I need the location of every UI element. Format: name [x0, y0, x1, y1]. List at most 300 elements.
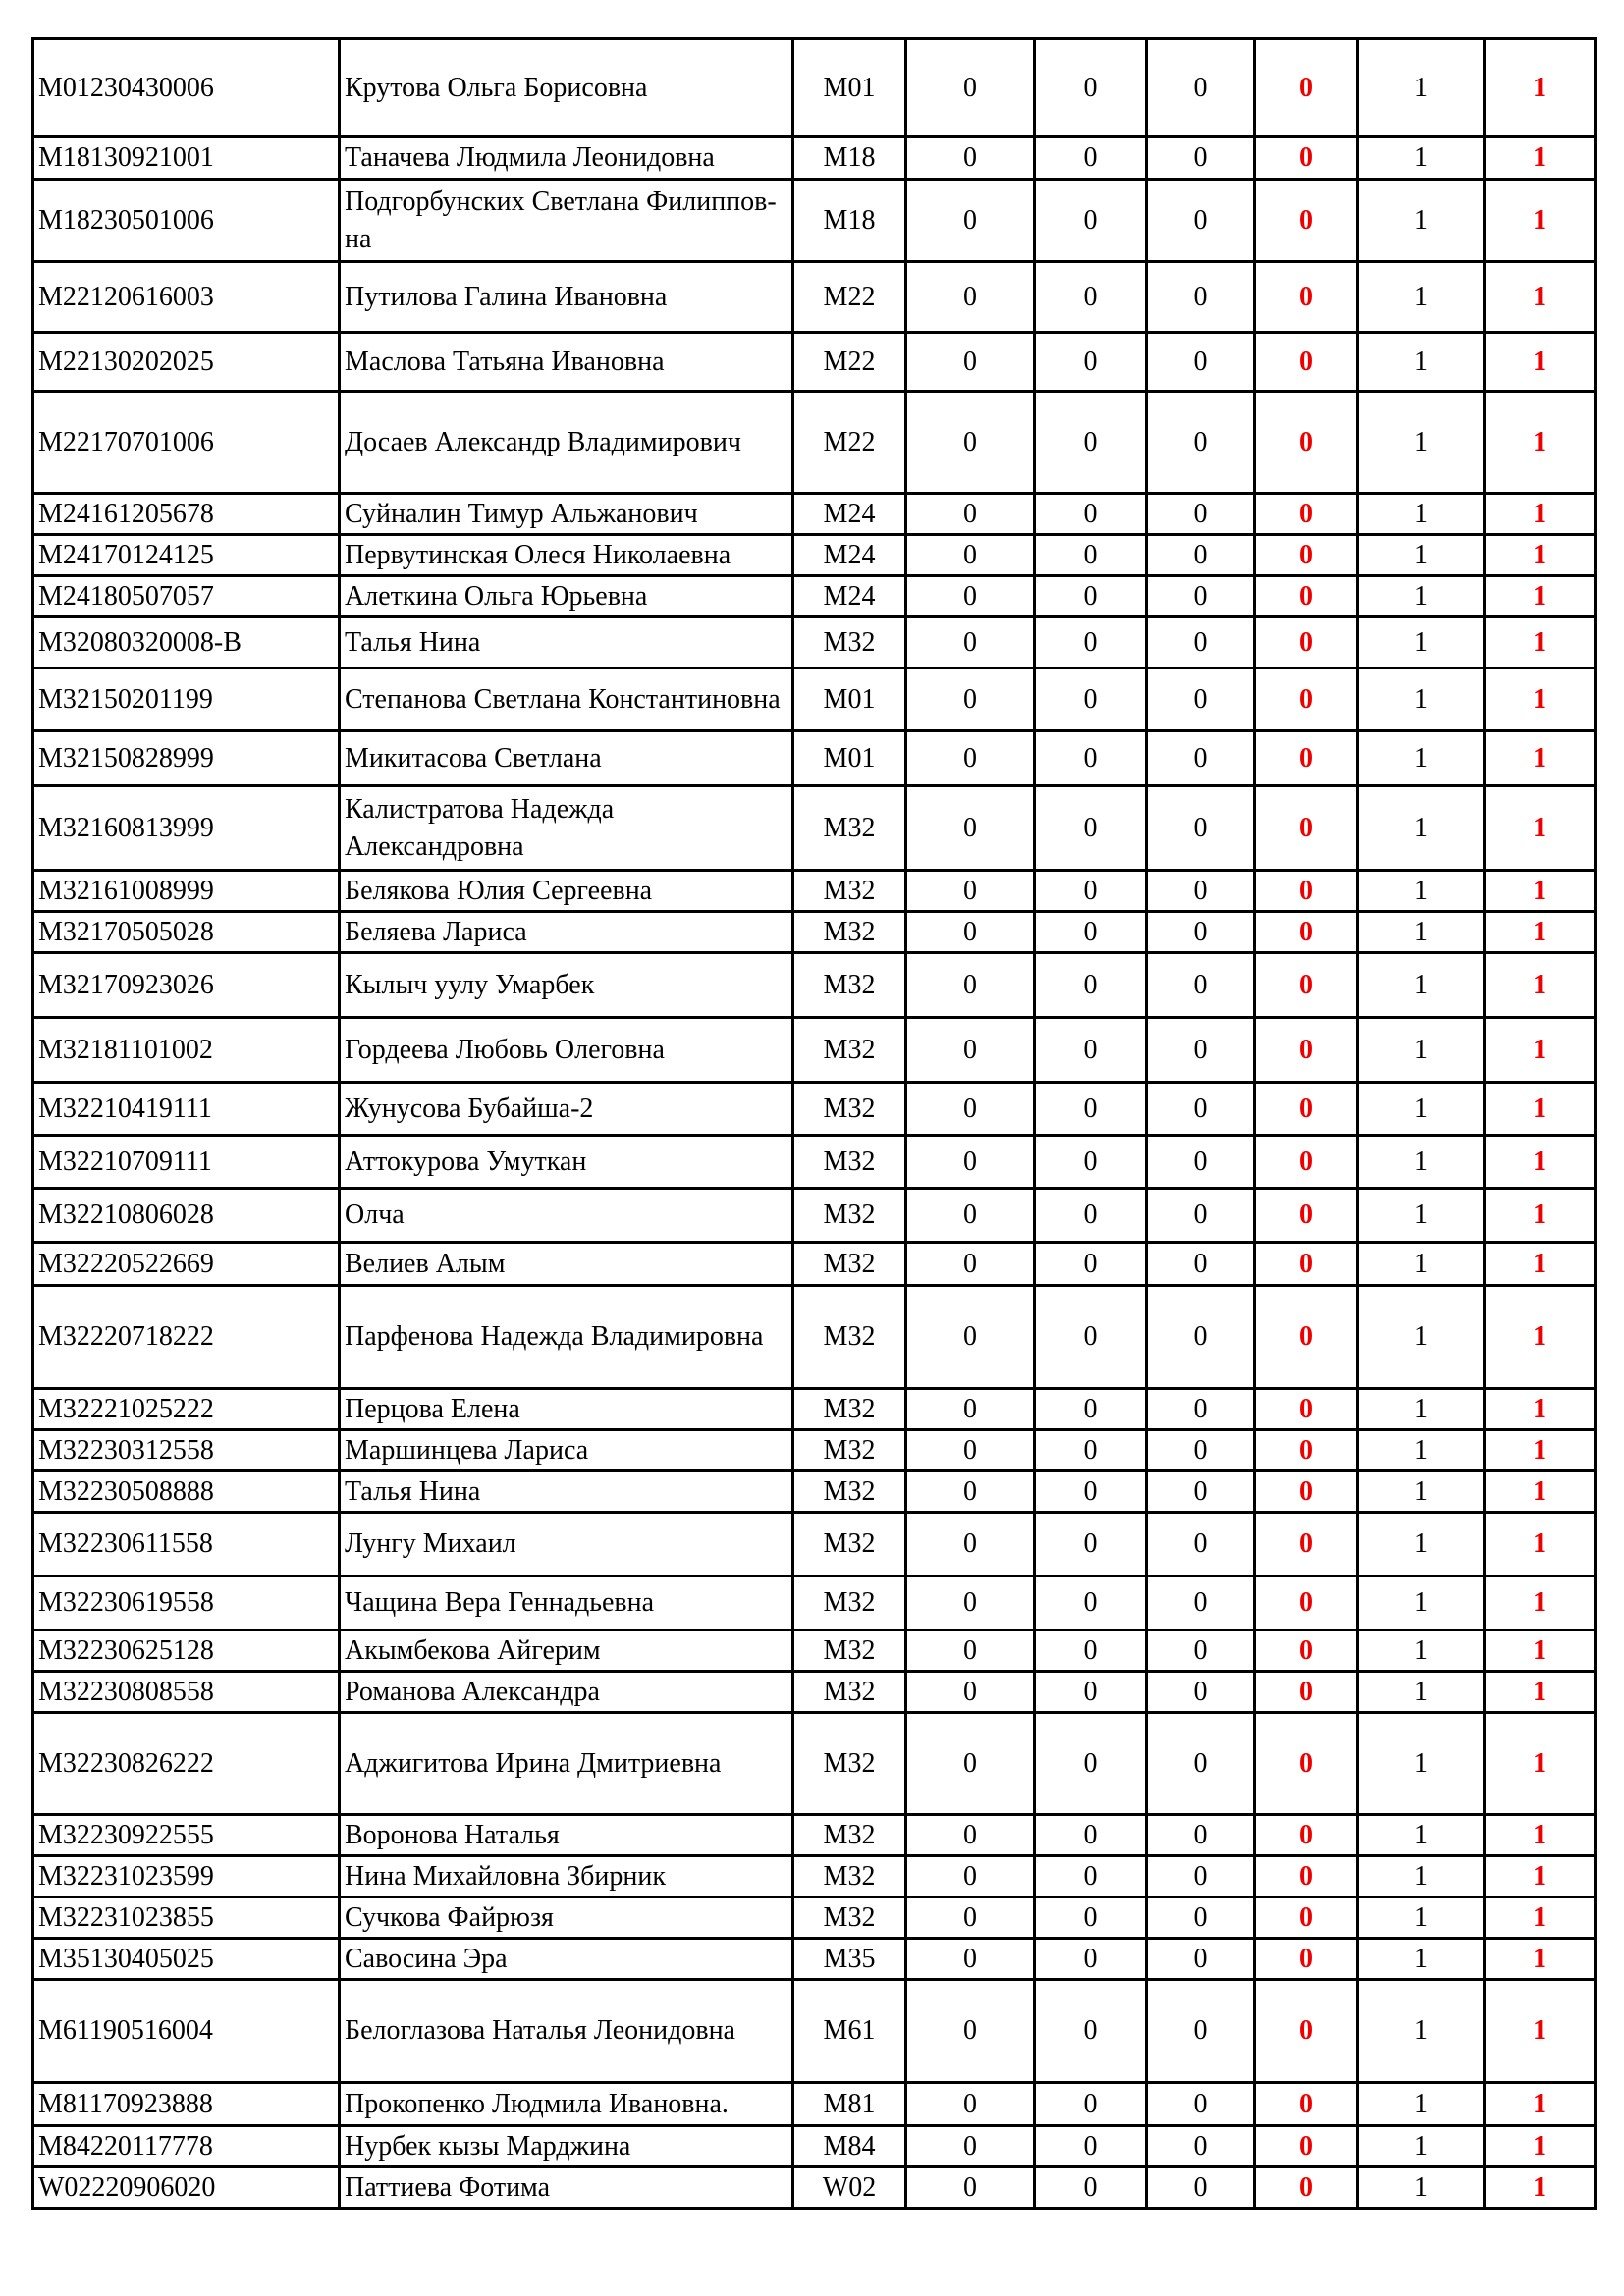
value-cell-5: 1 [1358, 576, 1485, 617]
value-cell-1: 0 [906, 1189, 1035, 1243]
value-cell-4-highlight: 0 [1255, 1980, 1358, 2083]
table-row [33, 953, 1596, 1018]
record-id-cell: M61190516004 [33, 1980, 340, 2083]
value-cell-1: 0 [906, 333, 1035, 392]
region-code-cell: M22 [793, 392, 906, 494]
value-cell-1: 0 [906, 1430, 1035, 1471]
value-cell-6-highlight: 1 [1485, 1471, 1596, 1513]
region-code-cell: M32 [793, 1815, 906, 1856]
value-cell-4-highlight: 0 [1255, 494, 1358, 535]
record-id-cell: M32230619558 [33, 1576, 340, 1630]
value-cell-4-highlight: 0 [1255, 668, 1358, 731]
table-row [33, 1513, 1596, 1576]
table-row [33, 1083, 1596, 1136]
record-id-cell: M32210419111 [33, 1083, 340, 1136]
value-cell-5: 1 [1358, 1243, 1485, 1286]
value-cell-5: 1 [1358, 494, 1485, 535]
value-cell-1: 0 [906, 392, 1035, 494]
table-row [33, 535, 1596, 576]
region-code-cell: M22 [793, 333, 906, 392]
value-cell-6-highlight: 1 [1485, 392, 1596, 494]
value-cell-3: 0 [1147, 1243, 1255, 1286]
value-cell-6-highlight: 1 [1485, 1897, 1596, 1939]
table-row [33, 2126, 1596, 2167]
value-cell-3: 0 [1147, 1939, 1255, 1980]
value-cell-3: 0 [1147, 1513, 1255, 1576]
table-row [33, 1286, 1596, 1389]
value-cell-3: 0 [1147, 39, 1255, 137]
full-name-cell: Калистратова Надежда Александровна [340, 786, 793, 871]
value-cell-1: 0 [906, 668, 1035, 731]
value-cell-2: 0 [1035, 494, 1147, 535]
value-cell-5: 1 [1358, 1189, 1485, 1243]
value-cell-6-highlight: 1 [1485, 668, 1596, 731]
table-row [33, 1389, 1596, 1430]
table-row [33, 137, 1596, 180]
record-id-cell: M01230430006 [33, 39, 340, 137]
value-cell-6-highlight: 1 [1485, 871, 1596, 912]
value-cell-1: 0 [906, 535, 1035, 576]
table-row [33, 871, 1596, 912]
full-name-cell: Лунгу Михаил [340, 1513, 793, 1576]
record-id-cell: M84220117778 [33, 2126, 340, 2167]
value-cell-3: 0 [1147, 1430, 1255, 1471]
value-cell-3: 0 [1147, 1672, 1255, 1713]
value-cell-1: 0 [906, 617, 1035, 668]
record-id-cell: M32230808558 [33, 1672, 340, 1713]
value-cell-6-highlight: 1 [1485, 333, 1596, 392]
value-cell-4-highlight: 0 [1255, 576, 1358, 617]
table-row [33, 1189, 1596, 1243]
value-cell-5: 1 [1358, 392, 1485, 494]
value-cell-6-highlight: 1 [1485, 953, 1596, 1018]
table-row [33, 786, 1596, 871]
value-cell-1: 0 [906, 1815, 1035, 1856]
table-row [33, 262, 1596, 333]
value-cell-3: 0 [1147, 262, 1255, 333]
region-code-cell: M32 [793, 1286, 906, 1389]
value-cell-6-highlight: 1 [1485, 576, 1596, 617]
region-code-cell: M84 [793, 2126, 906, 2167]
table-row [33, 617, 1596, 668]
table-row [33, 1136, 1596, 1189]
value-cell-1: 0 [906, 1471, 1035, 1513]
value-cell-1: 0 [906, 1018, 1035, 1083]
value-cell-4-highlight: 0 [1255, 1243, 1358, 1286]
table-row [33, 1815, 1596, 1856]
region-code-cell: M32 [793, 1471, 906, 1513]
full-name-cell: Жунусова Бубайша-2 [340, 1083, 793, 1136]
value-cell-5: 1 [1358, 1018, 1485, 1083]
value-cell-1: 0 [906, 953, 1035, 1018]
full-name-cell: Олча [340, 1189, 793, 1243]
table-row [33, 180, 1596, 262]
full-name-cell: Белоглазова Наталья Леонидовна [340, 1980, 793, 2083]
full-name-cell: Степанова Светлана Константиновна [340, 668, 793, 731]
value-cell-5: 1 [1358, 1136, 1485, 1189]
value-cell-5: 1 [1358, 1856, 1485, 1897]
record-id-cell: M35130405025 [33, 1939, 340, 1980]
region-code-cell: M32 [793, 1856, 906, 1897]
value-cell-4-highlight: 0 [1255, 953, 1358, 1018]
region-code-cell: M32 [793, 1083, 906, 1136]
region-code-cell: M32 [793, 1389, 906, 1430]
full-name-cell: Паттиева Фотима [340, 2167, 793, 2209]
value-cell-2: 0 [1035, 262, 1147, 333]
record-id-cell: M32181101002 [33, 1018, 340, 1083]
value-cell-4-highlight: 0 [1255, 1430, 1358, 1471]
region-code-cell: M32 [793, 953, 906, 1018]
record-id-cell: M32231023855 [33, 1897, 340, 1939]
region-code-cell: W02 [793, 2167, 906, 2209]
value-cell-3: 0 [1147, 1389, 1255, 1430]
record-id-cell: M32220718222 [33, 1286, 340, 1389]
value-cell-1: 0 [906, 576, 1035, 617]
value-cell-4-highlight: 0 [1255, 2083, 1358, 2126]
value-cell-6-highlight: 1 [1485, 731, 1596, 786]
value-cell-2: 0 [1035, 1576, 1147, 1630]
value-cell-4-highlight: 0 [1255, 39, 1358, 137]
full-name-cell: Алеткина Ольга Юрьевна [340, 576, 793, 617]
value-cell-2: 0 [1035, 1630, 1147, 1672]
value-cell-6-highlight: 1 [1485, 1630, 1596, 1672]
full-name-cell: Таначева Людмила Леонидовна [340, 137, 793, 180]
value-cell-6-highlight: 1 [1485, 1083, 1596, 1136]
records-table-body [33, 39, 1596, 2209]
table-row [33, 1856, 1596, 1897]
value-cell-6-highlight: 1 [1485, 2083, 1596, 2126]
value-cell-2: 0 [1035, 333, 1147, 392]
value-cell-5: 1 [1358, 2126, 1485, 2167]
value-cell-1: 0 [906, 731, 1035, 786]
record-id-cell: M22170701006 [33, 392, 340, 494]
value-cell-3: 0 [1147, 786, 1255, 871]
value-cell-2: 0 [1035, 1243, 1147, 1286]
record-id-cell: M32230611558 [33, 1513, 340, 1576]
full-name-cell: Первутинская Олеся Николаевна [340, 535, 793, 576]
value-cell-3: 0 [1147, 180, 1255, 262]
value-cell-5: 1 [1358, 535, 1485, 576]
value-cell-2: 0 [1035, 912, 1147, 953]
value-cell-3: 0 [1147, 1630, 1255, 1672]
full-name-cell: Белякова Юлия Сергеевна [340, 871, 793, 912]
region-code-cell: M32 [793, 1430, 906, 1471]
region-code-cell: M32 [793, 1136, 906, 1189]
value-cell-5: 1 [1358, 137, 1485, 180]
value-cell-4-highlight: 0 [1255, 2126, 1358, 2167]
table-row [33, 392, 1596, 494]
value-cell-5: 1 [1358, 180, 1485, 262]
value-cell-2: 0 [1035, 392, 1147, 494]
value-cell-1: 0 [906, 1513, 1035, 1576]
value-cell-6-highlight: 1 [1485, 180, 1596, 262]
value-cell-2: 0 [1035, 1018, 1147, 1083]
record-id-cell: M32220522669 [33, 1243, 340, 1286]
value-cell-6-highlight: 1 [1485, 912, 1596, 953]
record-id-cell: M24161205678 [33, 494, 340, 535]
value-cell-4-highlight: 0 [1255, 1856, 1358, 1897]
region-code-cell: M32 [793, 1672, 906, 1713]
value-cell-2: 0 [1035, 1980, 1147, 2083]
full-name-cell: Парфенова Надежда Владимировна [340, 1286, 793, 1389]
table-row [33, 1430, 1596, 1471]
value-cell-3: 0 [1147, 1980, 1255, 2083]
value-cell-2: 0 [1035, 786, 1147, 871]
value-cell-3: 0 [1147, 2083, 1255, 2126]
value-cell-3: 0 [1147, 2167, 1255, 2209]
value-cell-1: 0 [906, 39, 1035, 137]
value-cell-1: 0 [906, 1856, 1035, 1897]
value-cell-5: 1 [1358, 2167, 1485, 2209]
value-cell-4-highlight: 0 [1255, 1713, 1358, 1815]
value-cell-3: 0 [1147, 1471, 1255, 1513]
value-cell-2: 0 [1035, 576, 1147, 617]
record-id-cell: M32170505028 [33, 912, 340, 953]
full-name-cell: Велиев Алым [340, 1243, 793, 1286]
value-cell-1: 0 [906, 1630, 1035, 1672]
value-cell-2: 0 [1035, 2083, 1147, 2126]
value-cell-3: 0 [1147, 576, 1255, 617]
record-id-cell: M24180507057 [33, 576, 340, 617]
region-code-cell: M18 [793, 137, 906, 180]
value-cell-3: 0 [1147, 1136, 1255, 1189]
full-name-cell: Суйналин Тимур Альжанович [340, 494, 793, 535]
value-cell-5: 1 [1358, 953, 1485, 1018]
full-name-cell: Романова Александра [340, 1672, 793, 1713]
value-cell-1: 0 [906, 1136, 1035, 1189]
value-cell-4-highlight: 0 [1255, 1189, 1358, 1243]
value-cell-6-highlight: 1 [1485, 1243, 1596, 1286]
region-code-cell: M24 [793, 535, 906, 576]
region-code-cell: M32 [793, 1189, 906, 1243]
table-row [33, 1980, 1596, 2083]
value-cell-2: 0 [1035, 1389, 1147, 1430]
value-cell-2: 0 [1035, 39, 1147, 137]
value-cell-5: 1 [1358, 1815, 1485, 1856]
region-code-cell: M32 [793, 1630, 906, 1672]
value-cell-2: 0 [1035, 1815, 1147, 1856]
value-cell-3: 0 [1147, 333, 1255, 392]
full-name-cell: Подгорбунских Светлана Филипповна [340, 180, 793, 262]
value-cell-5: 1 [1358, 617, 1485, 668]
value-cell-2: 0 [1035, 1136, 1147, 1189]
region-code-cell: M32 [793, 871, 906, 912]
value-cell-1: 0 [906, 1083, 1035, 1136]
region-code-cell: M32 [793, 786, 906, 871]
value-cell-1: 0 [906, 2083, 1035, 2126]
value-cell-1: 0 [906, 1713, 1035, 1815]
table-row [33, 333, 1596, 392]
value-cell-5: 1 [1358, 1083, 1485, 1136]
record-id-cell: M22120616003 [33, 262, 340, 333]
table-row [33, 2083, 1596, 2126]
value-cell-4-highlight: 0 [1255, 1815, 1358, 1856]
region-code-cell: M32 [793, 1513, 906, 1576]
value-cell-5: 1 [1358, 912, 1485, 953]
value-cell-2: 0 [1035, 1286, 1147, 1389]
value-cell-5: 1 [1358, 1576, 1485, 1630]
value-cell-5: 1 [1358, 2083, 1485, 2126]
full-name-cell: Аттокурова Умуткан [340, 1136, 793, 1189]
value-cell-3: 0 [1147, 137, 1255, 180]
value-cell-2: 0 [1035, 731, 1147, 786]
value-cell-2: 0 [1035, 1189, 1147, 1243]
value-cell-1: 0 [906, 2167, 1035, 2209]
region-code-cell: M01 [793, 668, 906, 731]
full-name-cell: Нина Михайловна Збирник [340, 1856, 793, 1897]
table-row [33, 1713, 1596, 1815]
table-row [33, 1939, 1596, 1980]
table-row [33, 39, 1596, 137]
value-cell-2: 0 [1035, 871, 1147, 912]
table-row [33, 494, 1596, 535]
full-name-cell: Микитасова Светлана [340, 731, 793, 786]
region-code-cell: M81 [793, 2083, 906, 2126]
record-id-cell: M32160813999 [33, 786, 340, 871]
full-name-cell: Талья Нина [340, 617, 793, 668]
value-cell-5: 1 [1358, 871, 1485, 912]
value-cell-2: 0 [1035, 2167, 1147, 2209]
full-name-cell: Путилова Галина Ивановна [340, 262, 793, 333]
value-cell-2: 0 [1035, 1939, 1147, 1980]
table-row [33, 1672, 1596, 1713]
value-cell-3: 0 [1147, 668, 1255, 731]
record-id-cell: M32230625128 [33, 1630, 340, 1672]
value-cell-2: 0 [1035, 1471, 1147, 1513]
value-cell-3: 0 [1147, 1856, 1255, 1897]
value-cell-5: 1 [1358, 1630, 1485, 1672]
value-cell-4-highlight: 0 [1255, 1630, 1358, 1672]
region-code-cell: M32 [793, 1897, 906, 1939]
value-cell-6-highlight: 1 [1485, 1672, 1596, 1713]
value-cell-4-highlight: 0 [1255, 1471, 1358, 1513]
value-cell-3: 0 [1147, 535, 1255, 576]
value-cell-3: 0 [1147, 1018, 1255, 1083]
value-cell-5: 1 [1358, 786, 1485, 871]
value-cell-2: 0 [1035, 1083, 1147, 1136]
value-cell-1: 0 [906, 2126, 1035, 2167]
value-cell-2: 0 [1035, 1897, 1147, 1939]
record-id-cell: M32230826222 [33, 1713, 340, 1815]
table-row [33, 1018, 1596, 1083]
value-cell-4-highlight: 0 [1255, 1513, 1358, 1576]
value-cell-6-highlight: 1 [1485, 1189, 1596, 1243]
value-cell-4-highlight: 0 [1255, 1136, 1358, 1189]
value-cell-4-highlight: 0 [1255, 912, 1358, 953]
value-cell-4-highlight: 0 [1255, 2167, 1358, 2209]
value-cell-1: 0 [906, 1243, 1035, 1286]
record-id-cell: M32150201199 [33, 668, 340, 731]
value-cell-4-highlight: 0 [1255, 1083, 1358, 1136]
value-cell-1: 0 [906, 871, 1035, 912]
table-row [33, 1630, 1596, 1672]
value-cell-6-highlight: 1 [1485, 262, 1596, 333]
value-cell-1: 0 [906, 1672, 1035, 1713]
value-cell-2: 0 [1035, 535, 1147, 576]
value-cell-2: 0 [1035, 1856, 1147, 1897]
region-code-cell: M61 [793, 1980, 906, 2083]
full-name-cell: Воронова Наталья [340, 1815, 793, 1856]
value-cell-5: 1 [1358, 262, 1485, 333]
value-cell-6-highlight: 1 [1485, 2167, 1596, 2209]
region-code-cell: M24 [793, 494, 906, 535]
value-cell-3: 0 [1147, 953, 1255, 1018]
record-id-cell: M32150828999 [33, 731, 340, 786]
value-cell-3: 0 [1147, 2126, 1255, 2167]
value-cell-6-highlight: 1 [1485, 494, 1596, 535]
table-row [33, 2167, 1596, 2209]
region-code-cell: M24 [793, 576, 906, 617]
record-id-cell: M22130202025 [33, 333, 340, 392]
region-code-cell: M01 [793, 39, 906, 137]
value-cell-4-highlight: 0 [1255, 617, 1358, 668]
value-cell-2: 0 [1035, 1430, 1147, 1471]
record-id-cell: W02220906020 [33, 2167, 340, 2209]
value-cell-1: 0 [906, 786, 1035, 871]
value-cell-5: 1 [1358, 1980, 1485, 2083]
value-cell-1: 0 [906, 262, 1035, 333]
value-cell-6-highlight: 1 [1485, 1576, 1596, 1630]
region-code-cell: M18 [793, 180, 906, 262]
region-code-cell: M32 [793, 617, 906, 668]
full-name-cell: Аджигитова Ирина Дмитриевна [340, 1713, 793, 1815]
value-cell-2: 0 [1035, 1713, 1147, 1815]
record-id-cell: M32210709111 [33, 1136, 340, 1189]
value-cell-2: 0 [1035, 1672, 1147, 1713]
value-cell-1: 0 [906, 1897, 1035, 1939]
value-cell-6-highlight: 1 [1485, 1430, 1596, 1471]
value-cell-5: 1 [1358, 39, 1485, 137]
value-cell-4-highlight: 0 [1255, 731, 1358, 786]
region-code-cell: M32 [793, 1243, 906, 1286]
table-row [33, 1471, 1596, 1513]
value-cell-1: 0 [906, 1576, 1035, 1630]
value-cell-3: 0 [1147, 1576, 1255, 1630]
value-cell-4-highlight: 0 [1255, 392, 1358, 494]
record-id-cell: M32231023599 [33, 1856, 340, 1897]
full-name-cell: Маслова Татьяна Ивановна [340, 333, 793, 392]
value-cell-4-highlight: 0 [1255, 1286, 1358, 1389]
value-cell-6-highlight: 1 [1485, 1018, 1596, 1083]
value-cell-5: 1 [1358, 1471, 1485, 1513]
value-cell-3: 0 [1147, 1815, 1255, 1856]
value-cell-4-highlight: 0 [1255, 262, 1358, 333]
value-cell-2: 0 [1035, 617, 1147, 668]
value-cell-6-highlight: 1 [1485, 1939, 1596, 1980]
record-id-cell: M32230508888 [33, 1471, 340, 1513]
full-name-cell: Перцова Елена [340, 1389, 793, 1430]
value-cell-4-highlight: 0 [1255, 180, 1358, 262]
record-id-cell: M32230922555 [33, 1815, 340, 1856]
record-id-cell: M81170923888 [33, 2083, 340, 2126]
value-cell-1: 0 [906, 912, 1035, 953]
value-cell-6-highlight: 1 [1485, 137, 1596, 180]
table-row [33, 1576, 1596, 1630]
table-row [33, 1897, 1596, 1939]
record-id-cell: M18230501006 [33, 180, 340, 262]
value-cell-4-highlight: 0 [1255, 871, 1358, 912]
value-cell-2: 0 [1035, 137, 1147, 180]
record-id-cell: M32221025222 [33, 1389, 340, 1430]
value-cell-5: 1 [1358, 668, 1485, 731]
value-cell-3: 0 [1147, 1713, 1255, 1815]
value-cell-3: 0 [1147, 1083, 1255, 1136]
value-cell-3: 0 [1147, 871, 1255, 912]
full-name-cell: Талья Нина [340, 1471, 793, 1513]
full-name-cell: Прокопенко Людмила Ивановна. [340, 2083, 793, 2126]
record-id-cell: M32161008999 [33, 871, 340, 912]
value-cell-4-highlight: 0 [1255, 1576, 1358, 1630]
